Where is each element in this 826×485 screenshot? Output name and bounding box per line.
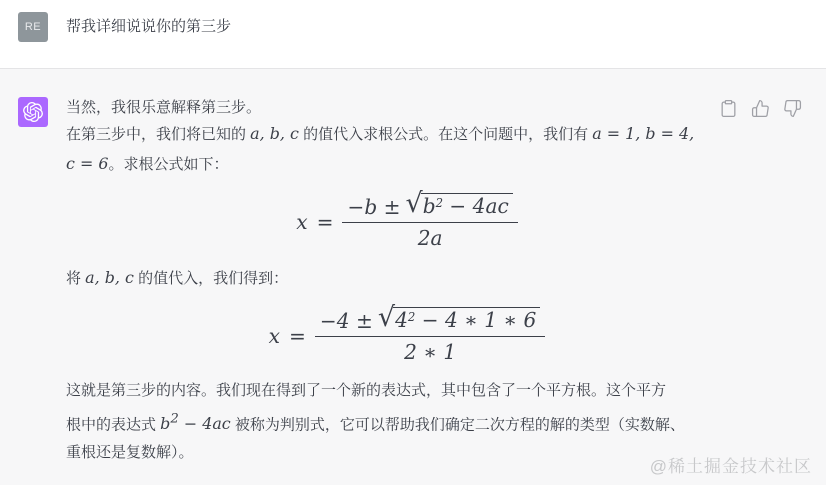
thumbs-up-icon [751, 106, 770, 121]
fraction-numerator: −4 ± √ $4^2 - 4$ ∗ 1 ∗ 6 [315, 307, 545, 337]
openai-logo-icon [23, 102, 43, 122]
equals-sign: = [289, 324, 306, 348]
inline-math-abc: a, b, c [250, 124, 299, 143]
assistant-avatar [18, 97, 48, 127]
formula-lhs: x [268, 324, 281, 348]
quadratic-formula-substituted [66, 302, 748, 365]
equals-sign: = [316, 210, 334, 234]
user-avatar-initials: RE [24, 21, 42, 33]
watermark: @稀土掘金技术社区 [649, 457, 812, 476]
message-actions [719, 99, 802, 118]
assistant-message [0, 68, 826, 485]
radical-sign: √ [405, 188, 423, 219]
user-message-text: 帮我详细说说你的第三步 [66, 18, 232, 35]
square-root [377, 302, 540, 333]
inline-math-discriminant: $b^2 - 4ac$ [160, 411, 231, 433]
assistant-intro: 当然，我很乐意解释第三步。 [66, 99, 262, 116]
thumbs-down-button[interactable] [783, 99, 802, 118]
thumbs-up-button[interactable] [751, 99, 770, 118]
copy-button[interactable] [719, 99, 738, 118]
paragraph-discriminant: 这就是第三步的内容。我们现在得到了一个新的表达式，其中包含了一个平方根。这个平方 根中的表达式 $b^2 - 4ac$ 被称为判别式，它可以帮助我们确定二次方程的解的类型（实数解、 重根还是复数解）。 [66, 382, 685, 462]
inline-math-ab-values: a = 1, b = 4, [592, 124, 695, 143]
paragraph-substitute: 将 a, b, c 的值代入，我们得到： [66, 268, 289, 287]
fraction [342, 188, 517, 251]
inline-math-abc2: a, b, c [85, 268, 134, 287]
user-message [0, 0, 826, 68]
formula-lhs: x [296, 210, 308, 234]
copy-icon [719, 106, 738, 121]
fraction [315, 302, 545, 365]
radicand: $4^2 - 4$ ∗ 1 ∗ 6 [393, 307, 540, 333]
user-avatar [18, 12, 48, 42]
radicand: $b^2 - 4ac$ [421, 193, 513, 219]
square-root [405, 188, 512, 219]
paragraph-substitution-intro: 在第三步中，我们将已知的 a, b, c 的值代入求根公式。在这个问题中，我们有 a = 1, b = 4, c = 6。求根公式如下： [66, 124, 695, 173]
thumbs-down-icon [783, 106, 802, 121]
inline-math-c-value: c = 6 [66, 154, 109, 173]
fraction-numerator: −b ± √ $b^2 - 4ac$ [342, 193, 517, 223]
fraction-denominator: 2a [417, 226, 443, 250]
fraction-denominator: 2 ∗ 1 [404, 340, 457, 364]
radical-sign: √ [377, 302, 396, 333]
quadratic-formula-general [66, 188, 748, 251]
assistant-message-body [66, 97, 748, 468]
